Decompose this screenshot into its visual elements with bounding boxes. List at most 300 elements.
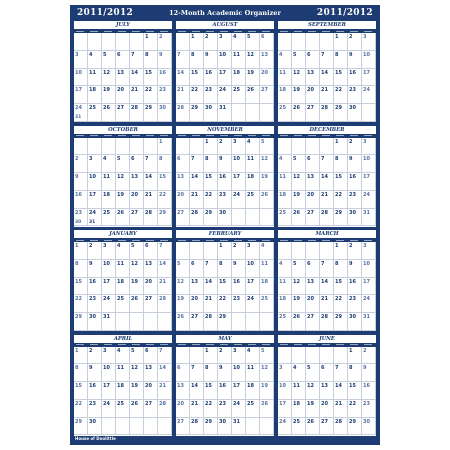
day-number: 2	[219, 347, 223, 354]
day-cell	[144, 104, 158, 122]
day-cell	[88, 209, 102, 227]
day-number: 14	[321, 69, 328, 76]
day-number: 3	[103, 243, 107, 249]
day-cell	[190, 242, 204, 260]
day-number: 24	[233, 400, 240, 407]
day-number: 7	[321, 260, 325, 267]
day-cell	[362, 191, 376, 209]
day-cell	[102, 51, 116, 69]
day-number: 29	[159, 209, 166, 216]
day-number: 8	[349, 365, 353, 372]
day-cell	[292, 260, 306, 278]
month-name: MAY	[176, 335, 274, 343]
day-number: 1	[335, 138, 339, 145]
day-cell	[348, 209, 362, 227]
day-cell	[74, 400, 88, 418]
day-cell	[260, 191, 274, 209]
day-number: 16	[349, 174, 356, 181]
day-number: 9	[349, 51, 353, 58]
day-cell	[116, 173, 130, 191]
day-cell	[102, 313, 116, 331]
day-cell	[246, 242, 260, 260]
day-cell	[320, 51, 334, 69]
day-number: 18	[293, 400, 300, 407]
day-number: 4	[279, 260, 283, 267]
day-cell	[190, 33, 204, 51]
day-cell	[362, 33, 376, 51]
day-number: 11	[279, 69, 286, 76]
day-number: 2	[159, 34, 163, 40]
day-cell	[218, 33, 232, 51]
day-number: 6	[117, 51, 121, 58]
day-number: 2	[233, 243, 237, 249]
day-cell	[144, 173, 158, 191]
day-cell	[176, 382, 190, 400]
day-number: 15	[75, 278, 82, 285]
day-number: 7	[159, 347, 163, 354]
day-number: 26	[293, 209, 300, 216]
day-number: 6	[307, 51, 311, 58]
day-number: 12	[261, 365, 268, 372]
day-number: 4	[117, 347, 121, 354]
day-number: 17	[103, 383, 110, 390]
day-number: 8	[159, 156, 163, 163]
day-number: 22	[191, 87, 198, 94]
day-cell	[246, 69, 260, 87]
day-cell	[306, 242, 320, 260]
day-cell	[130, 278, 144, 296]
day-number: 11	[117, 260, 124, 267]
day-cell	[204, 155, 218, 173]
day-number: 10	[247, 260, 254, 267]
day-cell	[116, 313, 130, 331]
day-cell	[260, 51, 274, 69]
day-number: 22	[75, 296, 82, 303]
day-number: 31	[89, 219, 96, 225]
day-cell	[320, 209, 334, 227]
day-cell	[116, 191, 130, 209]
day-cell	[362, 69, 376, 87]
day-cell	[204, 295, 218, 313]
day-number: 14	[205, 278, 212, 285]
day-cell	[292, 242, 306, 260]
day-number: 29	[205, 209, 212, 216]
day-number: 6	[177, 365, 181, 372]
day-cell	[292, 364, 306, 382]
day-number: 10	[103, 260, 110, 267]
day-number: 15	[191, 69, 198, 76]
day-cell	[74, 242, 88, 260]
day-number: 20	[117, 87, 124, 94]
day-number: 23	[89, 400, 96, 407]
day-cell	[102, 278, 116, 296]
organizer-title: 12-Month Academic Organizer	[169, 9, 281, 17]
day-number: 23	[233, 296, 240, 303]
day-cell	[320, 86, 334, 104]
day-cell	[204, 69, 218, 87]
day-number: 26	[103, 105, 110, 112]
day-number: 25	[293, 418, 300, 425]
day-number: 4	[89, 51, 93, 58]
day-number: 24	[219, 87, 226, 94]
month-november	[176, 126, 274, 227]
day-cell	[130, 138, 144, 156]
day-cell	[176, 191, 190, 209]
day-number: 14	[321, 174, 328, 181]
day-cell	[334, 400, 348, 418]
month-september	[278, 21, 376, 122]
day-cell	[130, 33, 144, 51]
day-cell	[334, 173, 348, 191]
day-number: 30	[89, 418, 96, 425]
day-cell	[102, 173, 116, 191]
day-cell	[130, 347, 144, 365]
day-cell	[116, 242, 130, 260]
day-cell	[74, 86, 88, 104]
day-number: 14	[177, 69, 184, 76]
day-cell	[158, 155, 172, 173]
day-number: 21	[321, 296, 328, 303]
day-cell	[176, 104, 190, 122]
day-number: 29	[205, 418, 212, 425]
day-cell	[306, 260, 320, 278]
day-number: 24	[75, 105, 82, 112]
day-cell	[204, 51, 218, 69]
day-cell	[176, 209, 190, 227]
day-cell	[102, 382, 116, 400]
day-number: 13	[145, 365, 152, 372]
day-number: 27	[177, 209, 184, 216]
day-number: 9	[205, 51, 209, 58]
day-cell	[158, 86, 172, 104]
day-cell	[260, 69, 274, 87]
day-number: 12	[103, 69, 110, 76]
day-number: 6	[307, 156, 311, 163]
day-cell	[278, 86, 292, 104]
day-number: 28	[321, 105, 328, 112]
day-number: 21	[145, 191, 152, 198]
day-number: 5	[293, 260, 297, 267]
month-april	[74, 335, 172, 436]
months-grid	[74, 21, 376, 434]
day-cell	[130, 86, 144, 104]
day-cell	[218, 347, 232, 365]
day-cell	[144, 418, 158, 436]
day-grid	[74, 33, 172, 122]
day-number: 21	[159, 383, 166, 390]
day-cell	[362, 364, 376, 382]
day-number: 1	[335, 34, 339, 40]
day-cell	[204, 347, 218, 365]
day-cell	[306, 155, 320, 173]
day-cell	[348, 51, 362, 69]
day-number: 12	[293, 174, 300, 181]
day-number: 27	[117, 105, 124, 112]
day-number: 27	[191, 314, 198, 321]
day-cell	[292, 138, 306, 156]
day-cell	[176, 364, 190, 382]
day-cell	[176, 347, 190, 365]
day-number: 8	[335, 156, 339, 163]
day-cell	[306, 69, 320, 87]
day-cell	[218, 86, 232, 104]
day-cell	[144, 347, 158, 365]
day-grid	[176, 138, 274, 227]
day-cell	[292, 400, 306, 418]
day-cell	[232, 347, 246, 365]
day-cell	[116, 209, 130, 227]
day-grid	[278, 242, 376, 331]
day-cell	[306, 104, 320, 122]
day-cell	[246, 209, 260, 227]
day-cell	[306, 51, 320, 69]
day-number: 29	[145, 105, 152, 112]
day-number: 29	[75, 314, 82, 321]
day-number: 16	[205, 69, 212, 76]
day-number: 1	[219, 243, 223, 249]
day-number: 12	[131, 260, 138, 267]
day-number: 8	[145, 51, 149, 58]
day-number: 13	[307, 69, 314, 76]
day-number: 28	[335, 418, 342, 425]
day-cell	[278, 33, 292, 51]
day-cell	[144, 209, 158, 227]
day-number: 7	[321, 51, 325, 58]
day-cell	[204, 191, 218, 209]
day-number: 10	[363, 260, 370, 267]
day-number: 28	[159, 296, 166, 303]
day-number: 24	[233, 191, 240, 198]
day-grid	[278, 33, 376, 122]
day-number: 9	[219, 365, 223, 372]
day-cell	[116, 104, 130, 122]
day-cell	[260, 260, 274, 278]
day-cell	[190, 313, 204, 331]
day-number: 2	[89, 347, 93, 354]
day-number: 2	[363, 347, 367, 354]
day-cell	[218, 418, 232, 436]
month-june	[278, 335, 376, 436]
day-cell	[232, 33, 246, 51]
day-number: 22	[335, 87, 342, 94]
day-number: 27	[261, 87, 268, 94]
day-number: 7	[191, 365, 195, 372]
day-cell	[158, 400, 172, 418]
day-cell	[232, 278, 246, 296]
day-cell	[176, 69, 190, 87]
day-cell	[204, 86, 218, 104]
day-cell	[190, 418, 204, 436]
day-number: 18	[233, 69, 240, 76]
day-cell	[130, 400, 144, 418]
day-number: 19	[261, 383, 268, 390]
day-cell	[190, 104, 204, 122]
day-number: 11	[103, 174, 110, 181]
day-cell	[334, 382, 348, 400]
day-cell	[130, 313, 144, 331]
day-grid	[176, 242, 274, 331]
month-name: APRIL	[74, 335, 172, 343]
day-number: 26	[131, 400, 138, 407]
day-cell	[348, 313, 362, 331]
day-cell	[204, 313, 218, 331]
day-number: 11	[117, 365, 124, 372]
day-cell	[320, 347, 334, 365]
day-number: 6	[307, 260, 311, 267]
day-number: 3	[233, 138, 237, 145]
day-cell	[292, 278, 306, 296]
day-cell	[116, 418, 130, 436]
day-number: 4	[247, 347, 251, 354]
day-cell	[362, 347, 376, 365]
day-number: 8	[205, 156, 209, 163]
day-cell	[218, 51, 232, 69]
day-number: 1	[159, 138, 163, 145]
day-number: 9	[363, 365, 367, 372]
day-number: 5	[131, 347, 135, 354]
day-cell	[144, 278, 158, 296]
day-number: 3	[363, 138, 367, 145]
day-cell	[144, 313, 158, 331]
day-number: 17	[363, 69, 370, 76]
day-cell	[102, 260, 116, 278]
day-number: 4	[261, 243, 265, 249]
day-number: 25	[247, 400, 254, 407]
day-cell	[158, 278, 172, 296]
day-number: 19	[131, 278, 138, 285]
day-number: 24	[363, 87, 370, 94]
day-cell	[190, 155, 204, 173]
day-number: 12	[261, 156, 268, 163]
day-cell	[218, 382, 232, 400]
day-cell	[232, 260, 246, 278]
day-number: 18	[279, 87, 286, 94]
day-number: 18	[261, 278, 268, 285]
day-cell	[144, 364, 158, 382]
day-number: 13	[321, 383, 328, 390]
day-cell	[88, 33, 102, 51]
day-cell	[158, 295, 172, 313]
day-number: 8	[75, 260, 79, 267]
day-cell	[204, 400, 218, 418]
day-number: 23	[349, 191, 356, 198]
day-cell	[204, 209, 218, 227]
day-number: 16	[233, 278, 240, 285]
day-cell	[158, 209, 172, 227]
day-cell	[130, 242, 144, 260]
day-cell	[306, 418, 320, 436]
day-number: 6	[191, 260, 195, 267]
day-number: 25	[247, 191, 254, 198]
day-number: 14	[191, 383, 198, 390]
day-cell	[176, 278, 190, 296]
day-cell	[260, 400, 274, 418]
day-cell	[74, 33, 88, 51]
day-cell	[278, 295, 292, 313]
day-cell	[362, 260, 376, 278]
day-cell	[218, 191, 232, 209]
day-cell	[232, 400, 246, 418]
day-cell	[362, 155, 376, 173]
day-number: 27	[145, 400, 152, 407]
day-cell	[190, 173, 204, 191]
day-number: 9	[75, 174, 79, 181]
day-cell	[306, 173, 320, 191]
day-cell	[320, 260, 334, 278]
day-number: 6	[145, 347, 149, 354]
month-name: MARCH	[278, 230, 376, 238]
day-cell	[306, 209, 320, 227]
day-cell	[306, 400, 320, 418]
day-cell	[190, 260, 204, 278]
day-cell	[334, 33, 348, 51]
day-number: 26	[261, 191, 268, 198]
day-number: 22	[349, 400, 356, 407]
day-number: 9	[349, 156, 353, 163]
day-grid	[74, 138, 172, 227]
day-number: 11	[261, 260, 268, 267]
day-number: 3	[89, 156, 93, 163]
day-number: 6	[261, 34, 265, 40]
day-cell	[348, 173, 362, 191]
month-july	[74, 21, 172, 122]
day-cell	[246, 191, 260, 209]
day-cell	[88, 347, 102, 365]
day-number: 20	[131, 191, 138, 198]
day-cell	[190, 295, 204, 313]
day-number: 25	[279, 105, 286, 112]
day-cell	[190, 51, 204, 69]
day-cell	[334, 69, 348, 87]
day-number: 3	[219, 34, 223, 40]
day-number: 27	[131, 209, 138, 216]
day-number: 11	[247, 156, 254, 163]
day-cell	[116, 382, 130, 400]
day-number: 21	[321, 191, 328, 198]
year-range-left: 2011/2012	[77, 8, 134, 18]
day-cell	[74, 295, 88, 313]
day-number: 5	[103, 51, 107, 58]
day-number: 7	[131, 51, 135, 58]
day-number: 7	[159, 243, 163, 249]
day-cell	[102, 364, 116, 382]
day-number: 26	[293, 314, 300, 321]
day-number: 8	[335, 260, 339, 267]
day-cell	[204, 364, 218, 382]
day-cell	[144, 242, 158, 260]
day-cell	[348, 295, 362, 313]
day-cell	[218, 155, 232, 173]
day-cell	[334, 191, 348, 209]
day-number: 10	[233, 365, 240, 372]
month-august	[176, 21, 274, 122]
day-number: 27	[307, 314, 314, 321]
day-cell	[102, 242, 116, 260]
day-number: 3	[103, 347, 107, 354]
day-cell	[158, 260, 172, 278]
day-cell	[232, 173, 246, 191]
day-number: 28	[321, 209, 328, 216]
day-number: 18	[279, 296, 286, 303]
day-number: 3	[363, 243, 367, 249]
day-cell	[348, 155, 362, 173]
day-cell	[292, 155, 306, 173]
day-number: 22	[159, 191, 166, 198]
day-number: 8	[75, 365, 79, 372]
day-number: 30	[89, 314, 96, 321]
day-cell	[102, 155, 116, 173]
day-number: 18	[117, 278, 124, 285]
